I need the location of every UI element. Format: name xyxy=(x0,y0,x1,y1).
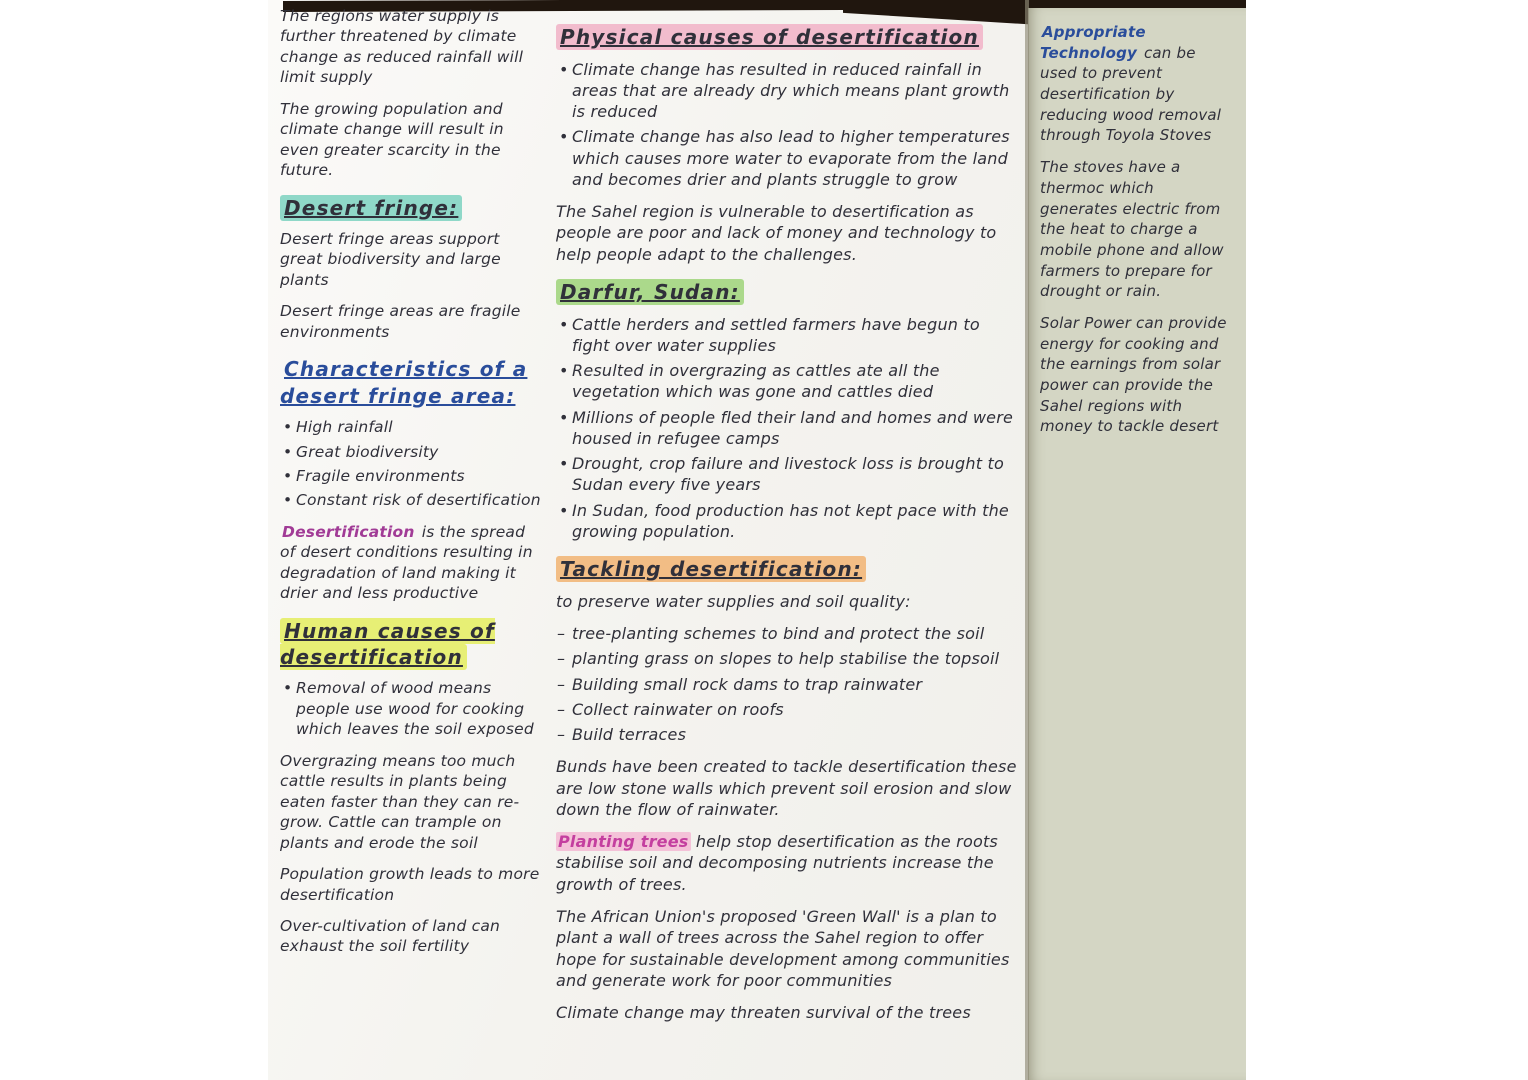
note-text: to preserve water supplies and soil quality: xyxy=(556,591,911,611)
note-paragraph xyxy=(280,6,542,88)
note-list-item: • Climate change has also lead to higher temperatures which causes more water to evaporate from the land and becomes drier and plants struggle to grow xyxy=(572,126,1018,190)
note-list-item: • Millions of people fled their land and homes and were housed in refugee camps xyxy=(572,407,1018,450)
note-text: The regions water supply is further threatened by climate change as reduced rainfall will limit supply xyxy=(280,7,524,87)
note-paragraph xyxy=(556,1002,1018,1023)
note-paragraph xyxy=(1040,22,1236,146)
note-paragraph xyxy=(556,831,1018,895)
note-text: Desert fringe areas support great biodiversity and large plants xyxy=(280,230,501,289)
note-list-item: – tree-planting schemes to bind and protect the soil xyxy=(572,623,1018,644)
lead-term: Desertification xyxy=(282,522,415,541)
section-heading-text: Tackling desertification: xyxy=(556,556,866,582)
note-list-item: – Collect rainwater on roofs xyxy=(572,699,1018,720)
section-heading xyxy=(556,279,1018,306)
note-list-item: • Great biodiversity xyxy=(296,442,542,462)
column-left xyxy=(280,6,542,968)
note-text: Over-cultivation of land can exhaust the soil fertility xyxy=(280,917,501,956)
note-paragraph xyxy=(556,756,1018,820)
note-paragraph xyxy=(280,916,542,957)
section-heading xyxy=(556,556,1018,583)
note-list-item: • High rainfall xyxy=(296,417,542,437)
note-list xyxy=(280,417,542,511)
section-heading xyxy=(280,195,542,221)
note-paragraph xyxy=(280,864,542,905)
note-text: Bunds have been created to tackle desertification these are low stone walls which prevent soil erosion and slow down the flow of rainwater. xyxy=(556,757,1017,819)
note-text: The growing population and climate change will result in even greater scarcity in the future. xyxy=(280,99,504,180)
note-text: Climate change may threaten survival of the trees xyxy=(556,1003,971,1023)
note-text: The African Union's proposed 'Green Wall' is a plan to plant a wall of trees across the Sahel region to offer hope for sustainable development among communities and generate work for poor communities xyxy=(556,907,1010,990)
section-heading-text: Desert fringe: xyxy=(280,195,462,221)
lead-term: Appropriate Technology xyxy=(1040,23,1146,62)
note-paragraph xyxy=(556,591,1018,612)
column-middle xyxy=(556,10,1018,1034)
note-list xyxy=(556,59,1018,191)
note-list-item: • Removal of wood means people use wood for cooking which leaves the soil exposed xyxy=(296,678,542,739)
note-list-item: • Cattle herders and settled farmers have begun to fight over water supplies xyxy=(572,314,1018,357)
note-list xyxy=(556,314,1018,543)
note-list-item: • Climate change has resulted in reduced rainfall in areas that are already dry which means plant growth is reduced xyxy=(572,59,1018,123)
note-text: Solar Power can provide energy for cooking and the earnings from solar power can provide the Sahel regions with money to tackle desert xyxy=(1040,313,1227,436)
note-paragraph xyxy=(556,906,1018,991)
note-list-item: – planting grass on slopes to help stabilise the topsoil xyxy=(572,648,1018,669)
note-paragraph xyxy=(280,301,542,342)
note-list-item: – Building small rock dams to trap rainwater xyxy=(572,674,1018,695)
note-paragraph xyxy=(280,99,542,181)
note-paragraph xyxy=(280,751,542,853)
note-list-item: • In Sudan, food production has not kept pace with the growing population. xyxy=(572,500,1018,543)
note-text: Overgrazing means too much cattle results in plants being eaten faster than they can re-grow. Cattle can trample on plants and erode the soil xyxy=(280,751,520,852)
note-list-item: – Build terraces xyxy=(572,724,1018,745)
note-text: The stoves have a thermoc which generates electric from the heat to charge a mobile phone and allow farmers to prepare for drought or rain. xyxy=(1040,158,1224,301)
note-paragraph xyxy=(1040,157,1236,302)
column-right xyxy=(1040,22,1236,448)
section-heading-text: Darfur, Sudan: xyxy=(556,279,744,305)
note-text: help stop desertification as the roots stabilise soil and decomposing nutrients increase the growth of trees. xyxy=(556,832,998,894)
section-heading xyxy=(280,356,542,409)
lead-term: Planting trees xyxy=(558,832,689,852)
section-heading xyxy=(280,618,542,671)
notebook-page xyxy=(268,0,1246,1080)
note-list-item: • Resulted in overgrazing as cattles ate all the vegetation which was gone and cattles died xyxy=(572,360,1018,403)
note-list-item: • Constant risk of desertification xyxy=(296,490,542,510)
note-paragraph xyxy=(1040,313,1236,437)
note-list-item: • Fragile environments xyxy=(296,466,542,486)
note-paragraph xyxy=(556,201,1018,265)
note-text: Population growth leads to more desertification xyxy=(280,865,540,904)
section-heading-text: Human causes of desertification xyxy=(280,618,495,670)
note-paragraph xyxy=(280,522,542,604)
section-heading xyxy=(556,24,1018,51)
note-paragraph xyxy=(280,229,542,290)
note-text: Desert fringe areas are fragile environments xyxy=(280,302,521,341)
note-list xyxy=(280,678,542,739)
section-heading-text: Characteristics of a desert fringe area: xyxy=(280,357,528,408)
note-list xyxy=(556,623,1018,745)
note-text: The Sahel region is vulnerable to desertification as people are poor and lack of money and technology to help people adapt to the challenges. xyxy=(556,202,997,264)
note-list-item: • Drought, crop failure and livestock loss is brought to Sudan every five years xyxy=(572,453,1018,496)
section-heading-text: Physical causes of desertification xyxy=(556,24,983,50)
note-text: is the spread of desert conditions resulting in degradation of land making it drier and less productive xyxy=(280,522,533,603)
page-fold-line xyxy=(1025,0,1029,1080)
note-text: can be used to prevent desertification by reducing wood removal through Toyola Stoves xyxy=(1040,43,1222,145)
